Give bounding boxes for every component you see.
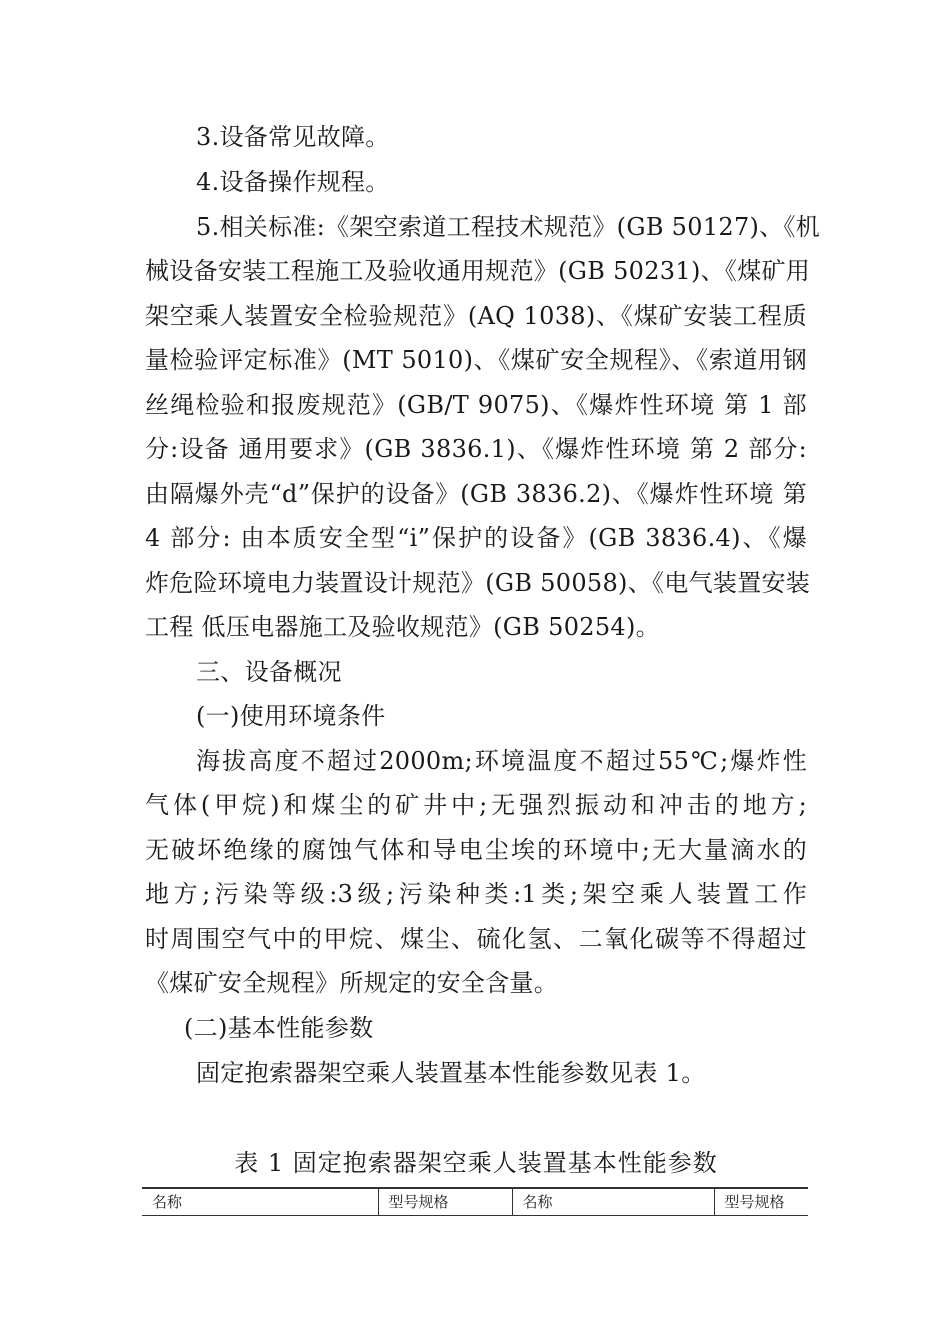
standards-line: 械设备安装工程施工及验收通用规范》(GB 50231)、《煤矿用: [145, 257, 811, 285]
environment-line: 时周围空气中的甲烷、煤尘、硫化氢、二氧化碳等不得超过: [145, 925, 807, 953]
subsection-heading-performance: (二)基本性能参数: [184, 1014, 374, 1042]
table-header-model: 型号规格: [714, 1188, 808, 1216]
environment-line: 地方;污染等级:3级;污染种类:1类;架空乘人装置工作: [145, 880, 807, 908]
environment-line: 海拔高度不超过2000m;环境温度不超过55℃;爆炸性: [196, 747, 807, 775]
environment-line: 无破坏绝缘的腐蚀气体和导电尘埃的环境中;无大量滴水的: [145, 836, 807, 864]
list-item-4: 4.设备操作规程。: [196, 168, 390, 196]
performance-intro: 固定抱索器架空乘人装置基本性能参数见表 1。: [196, 1059, 706, 1087]
table-header-row: [142, 1188, 808, 1216]
environment-line: 气体(甲烷)和煤尘的矿井中;无强烈振动和冲击的地方;: [145, 791, 807, 819]
section-heading: 三、设备概况: [196, 658, 342, 686]
table-header-name: 名称: [142, 1188, 378, 1216]
standards-line: 分:设备 通用要求》(GB 3836.1)、《爆炸性环境 第 2 部分:: [145, 435, 807, 463]
standards-line: 工程 低压电器施工及验收规范》(GB 50254)。: [145, 613, 660, 641]
list-item-3: 3.设备常见故障。: [196, 123, 390, 151]
standards-line: 量检验评定标准》(MT 5010)、《煤矿安全规程》、《索道用钢: [145, 346, 807, 374]
performance-table: [142, 1187, 808, 1216]
standards-line: 5.相关标准:《架空索道工程技术规范》(GB 50127)、《机: [196, 213, 821, 241]
standards-line: 4 部分: 由本质安全型“i”保护的设备》(GB 3836.4)、《爆: [145, 524, 807, 552]
standards-line: 炸危险环境电力装置设计规范》(GB 50058)、《电气装置安装: [145, 569, 811, 597]
environment-line: 《煤矿安全规程》所规定的安全含量。: [145, 969, 559, 997]
table-caption: 表 1 固定抱索器架空乘人装置基本性能参数: [234, 1149, 718, 1177]
table-header-name: 名称: [512, 1188, 714, 1216]
table-header-model: 型号规格: [378, 1188, 512, 1216]
standards-line: 丝绳检验和报废规范》(GB/T 9075)、《爆炸性环境 第 1 部: [145, 391, 807, 419]
subsection-heading-environment: (一)使用环境条件: [196, 702, 386, 730]
standards-line: 架空乘人装置安全检验规范》(AQ 1038)、《煤矿安装工程质: [145, 302, 807, 330]
standards-line: 由隔爆外壳“d”保护的设备》(GB 3836.2)、《爆炸性环境 第: [145, 480, 807, 508]
